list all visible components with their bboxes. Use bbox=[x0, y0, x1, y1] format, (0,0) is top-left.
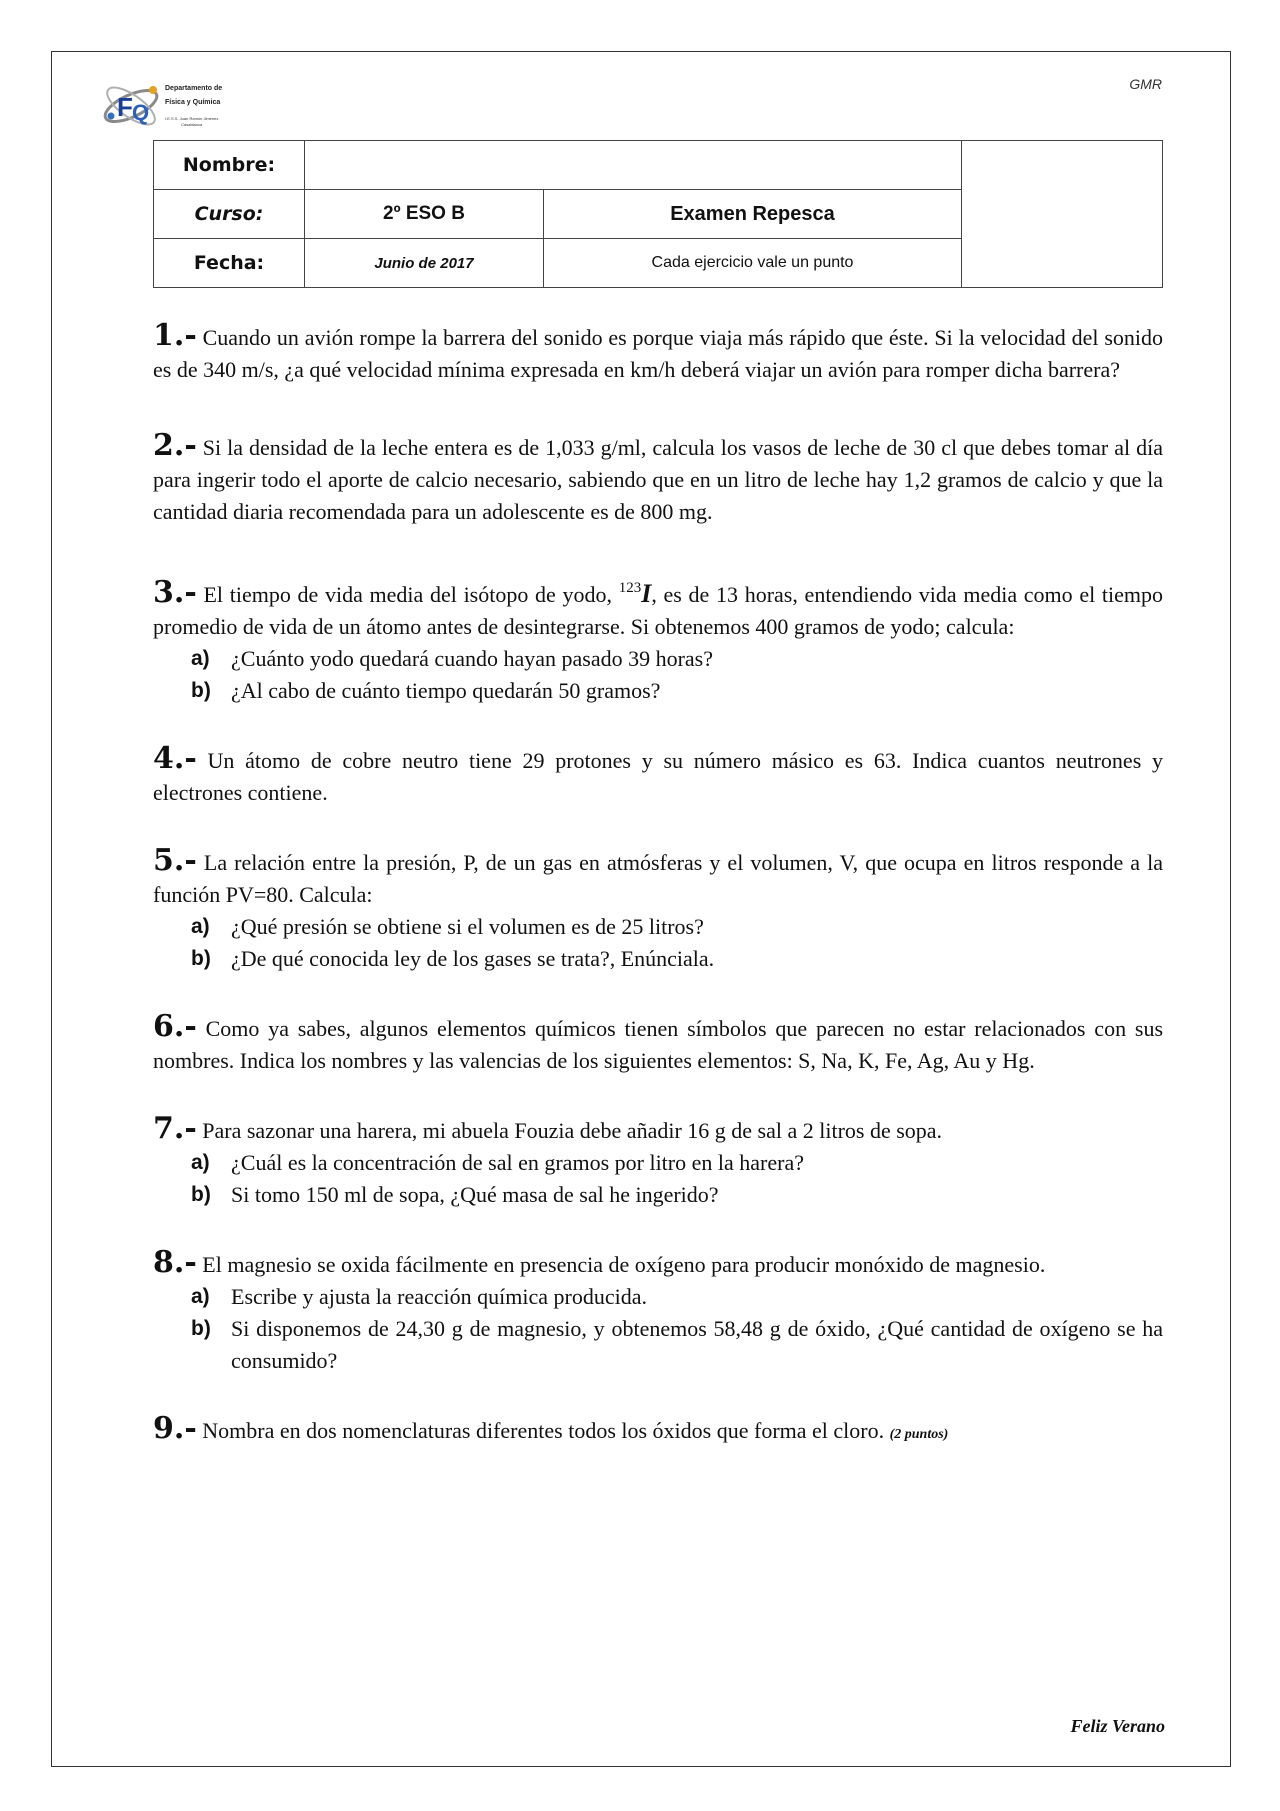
question-3-b: b) ¿Al cabo de cuánto tiempo quedarán 50 gramos? bbox=[191, 678, 661, 703]
date-value: Junio de 2017 bbox=[305, 239, 544, 288]
isotope-mass-number: 123 bbox=[618, 580, 642, 596]
question-5-a: a) ¿Qué presión se obtiene si el volumen es de 25 litros? bbox=[191, 914, 704, 939]
department-logo bbox=[101, 76, 251, 136]
course-label: Curso: bbox=[154, 190, 305, 239]
question-7: 7.- Para sazonar una harera, mi abuela Fouzia debe añadir 16 g de sal a 2 litros de sopa. bbox=[153, 1111, 943, 1146]
atom-logo-icon bbox=[101, 76, 163, 136]
isotope-symbol: I bbox=[641, 579, 652, 608]
question-5-b: b) ¿De qué conocida ley de los gases se trata?, Enúnciala. bbox=[191, 946, 715, 971]
question-9: 9.- Nombra en dos nomenclaturas diferentes todos los óxidos que forma el cloro. (2 puntos) bbox=[153, 1411, 949, 1446]
scoring-note: Cada ejercicio vale un punto bbox=[544, 239, 962, 288]
question-5: 5.- La relación entre la presión, P, de un gas en atmósferas y el volumen, V, que ocupa en litros responde a la función PV=80. Calcula: bbox=[153, 843, 1164, 907]
logo-title: Departamento de Física y Química bbox=[165, 85, 223, 106]
grade-box[interactable] bbox=[962, 141, 1163, 288]
question-8: 8.- El magnesio se oxida fácilmente en presencia de oxígeno para producir monóxido de magnesio. bbox=[153, 1245, 1046, 1280]
exam-header-table bbox=[153, 140, 1163, 288]
question-6: 6.- Como ya sabes, algunos elementos químicos tienen símbolos que parecen no estar relacionados con sus nombres. Indica los nombres y las valencias de los siguientes elementos: S, Na, K, Fe, Ag, Au y Hg. bbox=[153, 1009, 1164, 1073]
name-field[interactable] bbox=[305, 141, 962, 190]
logo-school: I.E.S.S. Juan Ramón Jiménez Casablanca bbox=[165, 116, 219, 127]
date-label: Fecha: bbox=[154, 239, 305, 288]
question-4: 4.- Un átomo de cobre neutro tiene 29 protones y su número másico es 63. Indica cuantos neutrones y electrones contiene. bbox=[153, 741, 1164, 805]
footer-greeting: Feliz Verano bbox=[1070, 1716, 1165, 1736]
question-3: 3.- El tiempo de vida media del isótopo de yodo, $^{123}$I, es de 13 horas, entendiendo vida media como el tiempo promedio de vida de un átomo antes de desintegrarse. Si obtenemos 400 gramos de yodo; calcula: bbox=[153, 575, 1164, 639]
author-code: GMR bbox=[1129, 76, 1162, 92]
exam-title: Examen Repesca bbox=[544, 190, 962, 239]
question-1: 1.- Cuando un avión rompe la barrera del sonido es porque viaja más rápido que éste. Si la velocidad del sonido es de 340 m/s, ¿a qué velocidad mínima expresada en km/h deberá viajar un avión para romper dicha barrera? bbox=[153, 318, 1164, 382]
question-7-a: a) ¿Cuál es la concentración de sal en gramos por litro en la harera? bbox=[191, 1150, 804, 1175]
svg-text:Q: Q bbox=[132, 100, 150, 125]
questions bbox=[153, 320, 1163, 1451]
question-8-b: b) Si disponemos de 24,30 g de magnesio, y obtenemos 58,48 g de óxido, ¿Qué cantidad de oxígeno se ha consumido? bbox=[191, 1316, 1163, 1373]
svg-text:F: F bbox=[117, 92, 133, 122]
question-7-b: b) Si tomo 150 ml de sopa, ¿Qué masa de sal he ingerido? bbox=[191, 1182, 719, 1207]
question-3-a: a) ¿Cuánto yodo quedará cuando hayan pasado 39 horas? bbox=[191, 646, 714, 671]
question-2: 2.- Si la densidad de la leche entera es de 1,033 g/ml, calcula los vasos de leche de 30 cl que debes tomar al día para ingerir todo el aporte de calcio necesario, sabiendo que en un litro de leche hay 1,2 gramos de calcio y que la cantidad diaria recomendada para un adolescente es de 800 mg. bbox=[153, 428, 1163, 524]
name-label: Nombre: bbox=[154, 141, 305, 190]
points-note: (2 puntos) bbox=[889, 1427, 949, 1442]
course-value: 2º ESO B bbox=[305, 190, 544, 239]
question-8-a: a) Escribe y ajusta la reacción química producida. bbox=[191, 1284, 647, 1309]
